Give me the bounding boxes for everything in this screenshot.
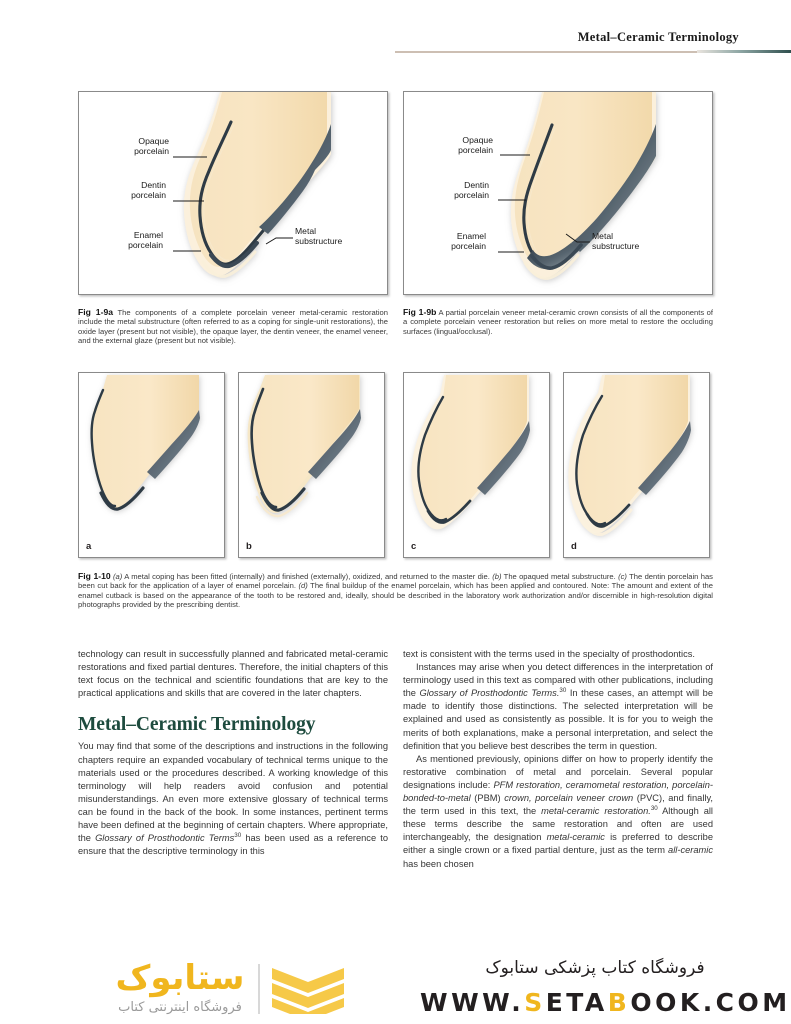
setabook-logo[interactable] (30, 956, 390, 1022)
figure-1-9b-image (403, 91, 713, 295)
caption-tag-c: (c) (618, 572, 627, 581)
site-url-segment: S (524, 988, 546, 1017)
site-url-segment: ETA (545, 988, 608, 1017)
right-p3-italic-1: PFM restoration, ceramometal restoration, porcelain-bonded-to-metal (403, 779, 713, 804)
panel-letter-b: b (246, 541, 252, 552)
right-p2-italic-title: Glossary of Prosthodontic Terms. (419, 688, 560, 699)
left-p2-part-a: You may find that some of the descriptions and instructions in the following chapters require an expanded vocabulary of technical terms unique to the materials used or the procedures described. A working knowledge of this terminology will help readers avoid confusion and potential misunderstandings. An even more extensive glossary of technical terms can be found in the back of the book. In some instances, pertinent terms have been defined at the beginning of certain chapters. Where appropriate, the (78, 741, 388, 844)
caption-tag-d: (d) (298, 581, 308, 591)
right-p3-italic-5: all-ceramic (668, 845, 713, 856)
header-rule (395, 51, 740, 53)
site-url[interactable] (420, 988, 791, 1017)
final-enamel-buildup-illustration (564, 373, 709, 557)
panel-letter-d: d (571, 541, 577, 552)
label-opaque-porcelain: Opaque porcelain (458, 135, 493, 155)
body-column-left (78, 648, 388, 948)
right-p2-superscript: 30 (559, 687, 567, 695)
figure-1-10-caption (78, 572, 713, 610)
section-heading-metal-ceramic-terminology: Metal–Ceramic Terminology (78, 714, 316, 736)
figure-1-9a-caption-label: Fig 1-9a (78, 307, 113, 317)
caption-text-b: The opaqued metal substructure. (501, 572, 619, 581)
footer-watermark (0, 952, 791, 1024)
setabook-site-info[interactable] (420, 956, 791, 1022)
caption-text-c: The dentin porcelain has been cut back for the application of a layer of enamel porcelain. (78, 572, 713, 591)
left-p2-superscript: 30 (234, 832, 242, 840)
left-p2-italic-title: Glossary of Prosthodontic Terms (95, 833, 235, 844)
caption-text-a: A metal coping has been fitted (internally) and finished (externally), oxidized, and returned to the master die. (122, 572, 493, 581)
right-p3-italic-2: crown, porcelain veneer crown (504, 793, 634, 804)
figure-1-10-panel-b (238, 372, 385, 558)
right-p3-part-a: As mentioned previously, opinions differ on how to properly identify the restorative combination of metal and porcelain. Several popular designations include: (403, 753, 713, 790)
right-p2-part-a: Instances may arise when you detect differences in the interpretation of terminology used in this text as compared with other publications, including the (403, 662, 713, 699)
dentin-porcelain-cutback-illustration (404, 373, 549, 557)
header-rule-accent (697, 50, 791, 53)
figure-1-9b-caption-text: A partial porcelain veneer metal-ceramic crown consists of all the components of a complete porcelain veneer restoration but relies on more metal to restore the occluding surfaces (lingual/occlusal). (403, 308, 713, 336)
figure-1-10-caption-label: Fig 1-10 (78, 571, 111, 581)
panel-letter-a: a (86, 541, 92, 552)
caption-tag-b: (b) (492, 572, 502, 581)
right-p3-italic-3: metal-ceramic restoration. (541, 806, 651, 817)
right-p3-italic-4: metal-ceramic (546, 832, 605, 843)
figure-1-9b-caption-label: Fig 1-9b (403, 307, 437, 317)
figure-1-9a-caption-text: The components of a complete porcelain veneer metal-ceramic restoration include the metal substructure (often referred to as a coping for single-unit restorations), the oxide layer (present but not visible), the opaque layer, the dentin veneer, the enamel veneer, and the external glaze (present but not visible). (78, 308, 388, 346)
body-column-right (403, 648, 713, 948)
figure-1-10-panel-d (563, 372, 710, 558)
site-tagline-fa: فروشگاه کتاب پزشکی ستابوک (485, 958, 705, 978)
tooth-cross-section-complete-veneer (79, 92, 387, 294)
running-header (0, 30, 791, 62)
logo-tagline-fa: فروشگاه اینترنتی کتاب (118, 1000, 242, 1015)
figure-1-10-panel-a (78, 372, 225, 558)
label-enamel-porcelain: Enamel porcelain (128, 230, 163, 250)
left-p2-part-b: has been used as a reference to ensure that the descriptive terminology in this (78, 833, 388, 857)
right-p3-superscript: 30 (650, 805, 658, 813)
figure-1-9a-image (78, 91, 388, 295)
label-metal-substructure: Metal substructure (592, 231, 640, 251)
right-p3-text-4: is preferred to describe either a single crown or a fixed partial denture, just as the term (403, 832, 713, 856)
right-p3-text-3: Although all these terms describe the same restoration and often are used interchangeably, the designation (403, 806, 713, 843)
label-dentin-porcelain: Dentin porcelain (454, 180, 489, 200)
tooth-cross-section-partial-veneer (404, 92, 712, 294)
right-p2-part-b: In these cases, an attempt will be made to identify those distinctions. The selected interpretation will be explained and used as consistently as possible. It is for you to weigh the merits of both explanations, make a personal interpretation, and select the definition that you believe best describes the term in question. (403, 688, 713, 751)
label-dentin-porcelain: Dentin porcelain (131, 180, 166, 200)
logo-wordmark-fa: ستابوک (115, 958, 245, 998)
metal-coping-illustration (79, 373, 224, 557)
page-title: Metal–Ceramic Terminology (577, 30, 739, 44)
caption-tag-a: (a) (113, 572, 123, 581)
site-url-segment: B (607, 988, 631, 1017)
panel-letter-c: c (411, 541, 417, 552)
right-paragraph-1: text is consistent with the terms used in the specialty of prosthodontics. (403, 649, 695, 659)
site-url-segment: WWW. (420, 988, 525, 1017)
site-url-segment: OOK.COM (630, 988, 791, 1017)
label-metal-substructure: Metal substructure (295, 226, 343, 246)
left-paragraph-1: technology can result in successfully planned and fabricated metal-ceramic restorations and fixed partial dentures. Therefore, the initial chapters of this text focus on the technical and scientific foundations that are key to the practical applications and skills that are covered in the later chapters. (78, 649, 388, 699)
right-p3-text-2: (PVC), and finally, the term used in this text, the (403, 793, 713, 817)
figure-1-10-panel-c (403, 372, 550, 558)
opaqued-metal-substructure-illustration (239, 373, 384, 557)
label-enamel-porcelain: Enamel porcelain (451, 231, 486, 251)
right-paragraph-2 (403, 661, 713, 753)
label-opaque-porcelain: Opaque porcelain (134, 136, 169, 156)
left-paragraph-2 (78, 740, 388, 858)
logo-divider (258, 964, 260, 1014)
right-p3-text-1: (PBM) (470, 793, 505, 804)
figure-1-9a-caption (78, 308, 388, 346)
right-p3-text-5: has been chosen (403, 858, 474, 869)
figure-1-9b-caption (403, 308, 713, 336)
chevron-stack-icon (268, 966, 348, 1014)
caption-text-d: The final buildup of the enamel porcelain, which has been applied and contoured. Note: The amount and extent of the enamel cutback is based on the appearance of the tooth to be restored and, ideally, should be described in the laboratory work authorization and/or discernible in high-resolution digital photographs provided by the prescribing dentist. (78, 581, 713, 610)
right-paragraph-3 (403, 753, 713, 871)
